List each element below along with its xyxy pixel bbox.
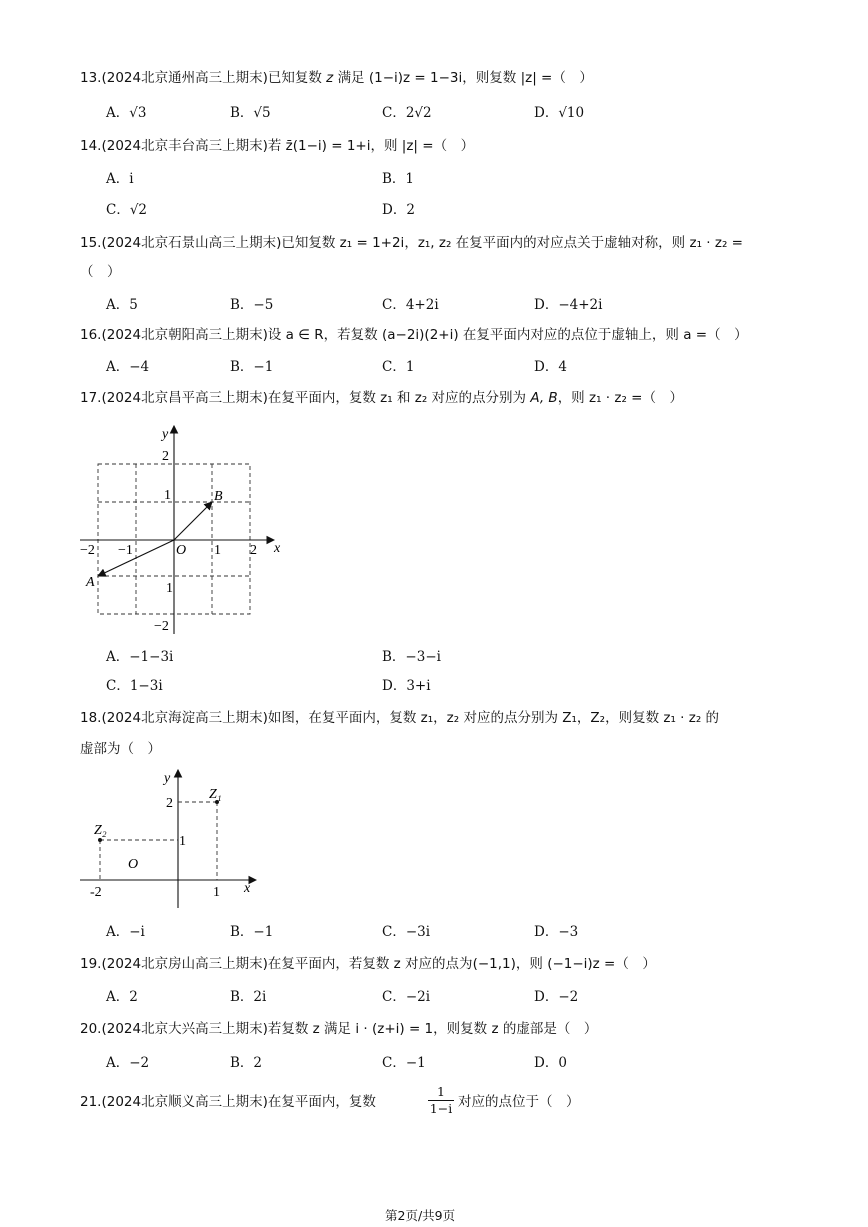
q16-option-c[interactable]: C．1	[382, 359, 415, 375]
q17-label-point-a: A	[86, 575, 95, 590]
q17-stem	[80, 392, 683, 406]
q19-source: (2024北京房山高三上期末)	[101, 956, 268, 972]
q21-frac-den: 1−i	[429, 1101, 453, 1116]
q18-label-point-z2: Z₂	[94, 823, 107, 838]
q18-number: 18.	[80, 710, 102, 726]
q18-stem-line2: 虚部为（ ）	[80, 741, 161, 757]
q16-source: (2024北京朝阳高三上期末)	[101, 327, 268, 343]
q15-text2: ，	[404, 235, 418, 251]
q17-label-y-axis: y	[162, 427, 169, 442]
q18-label-y2: 2	[166, 796, 173, 811]
page-footer: 第2页/共9页	[385, 1208, 456, 1223]
q13-stem	[80, 72, 593, 86]
q18-text1: 如图，在复平面内，复数 z₁，z₂ 对应的点分别为 Z₁，Z₂，则复数 z₁ · z₂ 的	[267, 710, 720, 726]
q18-label-y1: 1	[179, 834, 186, 849]
q17-option-b[interactable]: B．−3−i	[382, 649, 441, 665]
q14-number: 14.	[80, 138, 102, 154]
q20-text2: z 满足	[312, 1021, 352, 1037]
q20-number: 20.	[80, 1021, 102, 1037]
q17-label-origin: O	[176, 543, 187, 558]
q15-source: (2024北京石景山高三上期末)	[101, 235, 282, 251]
q18-option-d[interactable]: D．−3	[534, 924, 579, 940]
q14-option-c[interactable]: C．√2	[106, 202, 148, 218]
q13-text3: ，则复数	[462, 70, 517, 86]
q18-option-a[interactable]: A．−i	[106, 924, 145, 940]
q19-stem	[80, 958, 656, 972]
q17-option-d[interactable]: D．3+i	[382, 678, 431, 694]
q17-vector-b	[174, 502, 212, 540]
q15-number: 15.	[80, 235, 102, 251]
q17-label-x-neg2: −2	[80, 543, 95, 558]
q16-option-a[interactable]: A．−4	[106, 359, 150, 375]
q19-text3: ，则	[515, 956, 543, 972]
q19-text2: z 对应的点为	[393, 956, 473, 972]
q20-option-b[interactable]: B．2	[230, 1055, 263, 1071]
q18-label-x-neg2: -2	[90, 885, 102, 900]
q20-option-d[interactable]: D．0	[534, 1055, 567, 1071]
q13-text4: |z| =（ ）	[520, 70, 593, 86]
q16-text1: 设 a ∈ R，若复数	[267, 327, 378, 343]
q13-source: (2024北京通州高三上期末)	[101, 70, 268, 86]
q13-option-d[interactable]: D．√10	[534, 105, 585, 121]
q21-number: 21.	[80, 1094, 102, 1110]
q17-source: (2024北京昌平高三上期末)	[101, 390, 268, 406]
q16-number: 16.	[80, 327, 102, 343]
q13-var: z	[326, 70, 334, 86]
q17-option-a[interactable]: A．−1−3i	[106, 649, 174, 665]
q18-option-c[interactable]: C．−3i	[382, 924, 431, 940]
q20-expr: i · (z+i) = 1	[355, 1021, 434, 1037]
q17-text2: A, B	[530, 390, 558, 406]
q15-option-a[interactable]: A．5	[106, 297, 138, 313]
q14-stem	[80, 140, 474, 154]
q15-text3: z₁, z₂ 在复平面内的对应点关于虚轴对称，则	[417, 235, 686, 251]
q13-text1: 已知复数	[267, 70, 322, 86]
q21-stem	[80, 1096, 376, 1110]
q18-label-point-z1: Z₁	[209, 787, 222, 802]
q16-option-b[interactable]: B．−1	[230, 359, 274, 375]
q20-option-a[interactable]: A．−2	[106, 1055, 150, 1071]
q18-source: (2024北京海淀高三上期末)	[101, 710, 268, 726]
q20-option-c[interactable]: C．−1	[382, 1055, 426, 1071]
q21-fraction	[426, 1085, 456, 1116]
q17-text1: 在复平面内，复数 z₁ 和 z₂ 对应的点分别为	[267, 390, 527, 406]
q17-option-c[interactable]: C．1−3i	[106, 678, 163, 694]
q18-option-b[interactable]: B．−1	[230, 924, 274, 940]
q16-text3: a =（ ）	[683, 327, 748, 343]
q16-stem	[80, 329, 748, 343]
q15-text4: z₁ · z₂ =	[689, 235, 743, 251]
q13-number: 13.	[80, 70, 102, 86]
q18-label-x1: 1	[213, 885, 220, 900]
q15-option-b[interactable]: B．−5	[230, 297, 274, 313]
q21-text2: 对应的点位于（ ）	[458, 1094, 580, 1110]
q20-source: (2024北京大兴高三上期末)	[101, 1021, 268, 1037]
q19-option-a[interactable]: A．2	[106, 989, 138, 1005]
q19-option-d[interactable]: D．−2	[534, 989, 579, 1005]
q13-text2: 满足	[337, 70, 365, 86]
q13-option-c[interactable]: C．2√2	[382, 105, 432, 121]
q14-text2: ，则	[370, 138, 398, 154]
q17-label-x-axis: x	[274, 541, 281, 556]
q14-source: (2024北京丰台高三上期末)	[101, 138, 268, 154]
q18-stem	[80, 712, 719, 726]
q15-text1: 已知复数	[281, 235, 336, 251]
q15-option-c[interactable]: C．4+2i	[382, 297, 439, 313]
q15-stem	[80, 237, 743, 251]
q19-text4: (−1−i)z =（ ）	[547, 956, 656, 972]
q18-label-x-axis: x	[244, 881, 251, 896]
q20-text1: 若复数	[267, 1021, 309, 1037]
q17-label-y-neg1: 1	[166, 581, 173, 596]
q14-option-b[interactable]: B．1	[382, 171, 415, 187]
q16-option-d[interactable]: D．4	[534, 359, 567, 375]
q16-text2: 在复平面内对应的点位于虚轴上，则	[462, 327, 679, 343]
q20-stem	[80, 1023, 597, 1037]
q14-expr: z̄(1−i) = 1+i	[285, 138, 371, 154]
q13-option-b[interactable]: B．√5	[230, 105, 271, 121]
q21-text1: 在复平面内，复数	[267, 1094, 376, 1110]
q14-option-d[interactable]: D．2	[382, 202, 415, 218]
q17-label-y2: 2	[162, 449, 169, 464]
q21-frac-num: 1	[437, 1084, 445, 1099]
q15-option-d[interactable]: D．−4+2i	[534, 297, 603, 313]
q15-paren: （ ）	[80, 264, 121, 280]
q17-label-x-neg1: −1	[118, 543, 133, 558]
q20-text3: ，则复数	[433, 1021, 488, 1037]
q17-text3: ，则	[557, 390, 585, 406]
q18-figure	[76, 764, 266, 914]
q13-expr: (1−i)z = 1−3i	[368, 70, 463, 86]
q17-label-x2: 2	[250, 543, 257, 558]
q14-text1: 若	[267, 138, 282, 154]
q14-text3: |z| =（ ）	[401, 138, 475, 154]
q19-option-b[interactable]: B．2i	[230, 989, 267, 1005]
q17-label-y1: 1	[164, 488, 171, 503]
q17-number: 17.	[80, 390, 102, 406]
q13-option-a[interactable]: A．√3	[106, 105, 147, 121]
q17-label-y-neg2: −2	[154, 619, 169, 634]
q21-source: (2024北京顺义高三上期末)	[101, 1094, 268, 1110]
q19-option-c[interactable]: C．−2i	[382, 989, 431, 1005]
q15-expr: z₁ = 1+2i	[339, 235, 405, 251]
q18-label-y-axis: y	[164, 771, 171, 786]
q19-text1: 在复平面内，若复数	[267, 956, 390, 972]
q19-number: 19.	[80, 956, 102, 972]
q17-label-x1: 1	[214, 543, 221, 558]
q17-label-point-b: B	[214, 489, 223, 504]
q19-expr: (−1,1)	[472, 956, 516, 972]
q18-point-z2	[98, 838, 102, 842]
q20-text4: z 的虚部是（ ）	[491, 1021, 598, 1037]
q14-option-a[interactable]: A．i	[106, 171, 134, 187]
q17-figure	[76, 420, 296, 640]
q18-label-origin: O	[128, 857, 139, 872]
q17-text4: z₁ · z₂ =（ ）	[588, 390, 683, 406]
q16-expr: (a−2i)(2+i)	[381, 327, 459, 343]
